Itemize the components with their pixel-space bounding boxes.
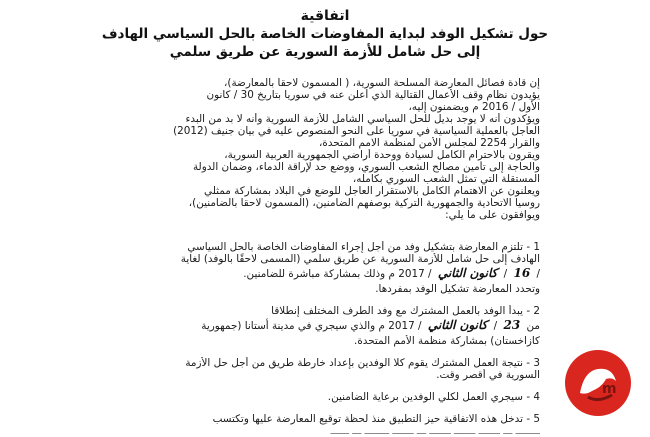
clause-3-line: 3 - نتيجة العمل المشترك يقوم كلا الوفدين بإعداد خارطة طريق من أجل حل الأزمة (185, 357, 540, 369)
clause-1-date-line (110, 265, 540, 281)
doc-line: الأول / 2016 م ويضمنون إليه، (408, 101, 540, 113)
date-1-year: / 2017 (398, 268, 432, 280)
doc-line: ويوافقون على ما يلي: (445, 209, 540, 221)
clause-3-line: السورية في أقصر وقت. (436, 369, 540, 381)
doc-line: إن قادة فصائل المعارضة المسلحة السورية، ( المسمون لاحقا بالمعارضة)، (224, 77, 540, 89)
doc-line: يؤيدون نظام وقف الأعمال القتالية الذي أعلن عنه في سوريا بتاريخ 30 / كانون (206, 89, 540, 101)
doc-line: والحاجة إلى تأمين مصالح الشعب السوري، ووضع حد لإراقة الدماء، وضمان الدولة (192, 161, 540, 173)
watermark-logo-icon (562, 347, 634, 419)
clause-2-date-line (110, 317, 540, 333)
doc-line: والقرار 2254 لمجلس الأمن لمنظمة الامم المتحدة، (319, 137, 540, 149)
clause-2-line: كازاخستان) بمشاركة منظمة الأمم المتحدة. (354, 335, 540, 347)
date-2-slash: / (493, 320, 498, 332)
date-1-slash: / (503, 268, 508, 280)
doc-subtitle-1: حول تشكيل الوفد لبداية المفاوضات الخاصة بالحل السياسي الهادف (101, 26, 549, 42)
handwritten-month-2: كانون الثاني (425, 317, 491, 333)
clause-2-text: م والذي سيجري في مدينة أستانا (جمهورية (201, 320, 385, 332)
clause-5-line: 5 - تدخل هذه الاتفاقية حيز التطبيق منذ لحظة توقيع المعارضة عليها وتكتسب (212, 413, 540, 425)
doc-line: ويقرون بالاحترام الكامل لسيادة ووحدة أراضي الجمهورية العربية السورية، (224, 149, 540, 161)
date-2-year: / 2017 (388, 320, 422, 332)
doc-line: ويؤكدون أنه لا يوجد بديل للحل السياسي الشامل للأزمة السورية وأنه لا بد من البدء (185, 113, 540, 125)
doc-line: المستقلة التي تمثل الشعب السوري بكامله، (352, 173, 540, 185)
logo-letter: m (602, 381, 617, 397)
handwritten-day-2: 23 (501, 317, 524, 333)
clause-5-cut-line: ــــــــ ـــ ـــــــ ـــــــ ـــــــ ـــ ـــــــ ــــــــ ـــ ــــــ (330, 425, 540, 437)
date-1-prefix: / (536, 268, 540, 280)
clause-2-line: 2 - يبدأ الوفد بالعمل المشترك مع وفد الطرف المختلف إنطلاقا (271, 305, 540, 317)
clause-4-line: 4 - سيجري العمل لكلي الوفدين برعاية الضامنين. (327, 391, 540, 403)
clause-1-text: م وذلك بمشاركة مباشرة للضامنين. (243, 268, 395, 280)
handwritten-month-1: كانون الثاني (435, 265, 501, 281)
doc-line: العاجل بالعملية السياسية في سوريا على النحو المنصوص عليه في بيان جنيف (2012) (173, 125, 540, 137)
handwritten-day-1: 16 (510, 265, 533, 281)
doc-line: روسيا الاتحادية والجمهورية التركية بوصفهم الضامنين، (المسمون لاحقا بالضامنين)، (188, 197, 540, 209)
date-2-prefix: من (526, 320, 540, 332)
doc-title: اتفاقية (300, 8, 350, 24)
clause-1-line: وتحدد المعارضة تشكيل الوفد بمفردها. (375, 283, 540, 295)
clause-1-line: الهادف إلى حل شامل للأزمة السورية عن طريق سلمي (المسمى لاحقًا بالوفد) لغاية (180, 253, 540, 265)
clause-1-line: 1 - تلتزم المعارضة بتشكيل وفد من أجل إجراء المفاوضات الخاصة بالحل السياسي (187, 241, 540, 253)
doc-line: ويعلنون عن الاهتمام الكامل بالاستقرار العاجل للوضع في البلاد بمشاركة ممثلي (204, 185, 540, 197)
doc-subtitle-2: إلى حل شامل للأزمة السورية عن طريق سلمي (169, 44, 481, 60)
